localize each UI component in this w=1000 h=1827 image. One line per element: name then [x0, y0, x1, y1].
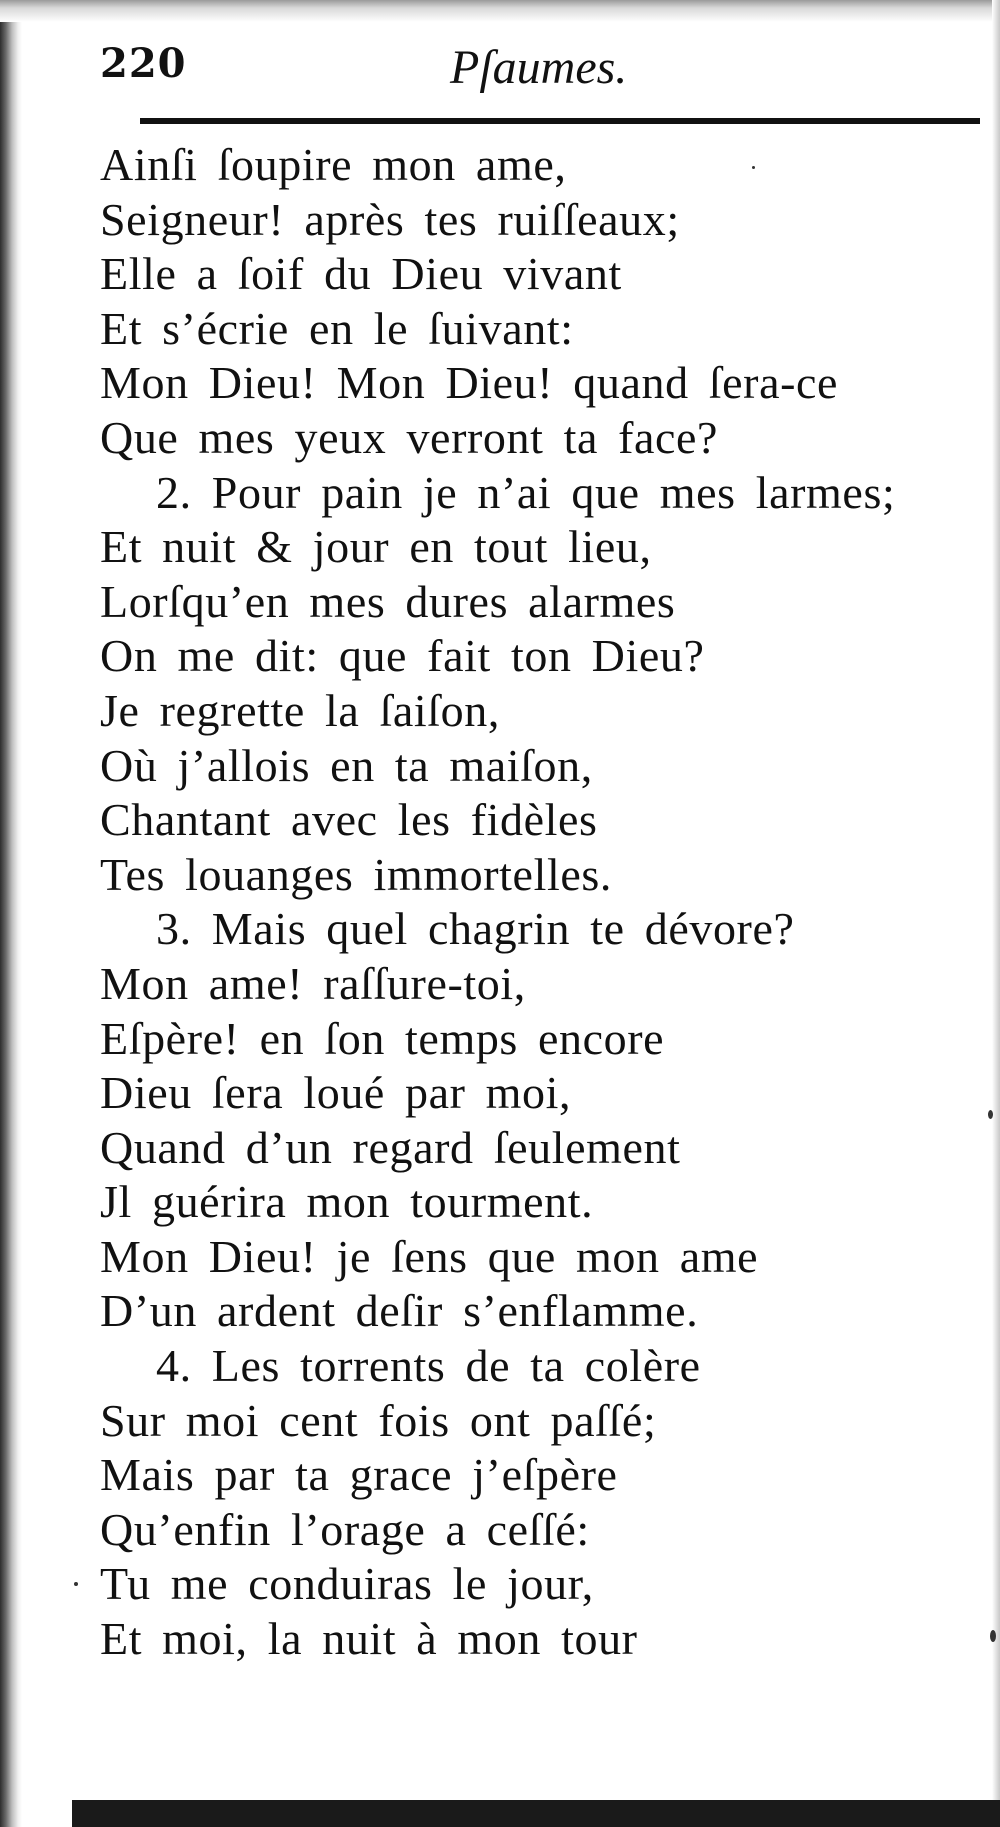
verse-line: Sur moi cent fois ont paſſé;	[100, 1394, 657, 1446]
verse-line: Seigneur! après tes ruiſſeaux;	[100, 193, 680, 245]
verse-line: Mon ame! raſſure-toi,	[100, 957, 526, 1009]
verse-line: 4. Les torrents de ta colère	[156, 1340, 701, 1392]
ink-speck	[988, 1110, 993, 1119]
verse-line: 2. Pour pain je n’ai que mes larmes;	[156, 466, 896, 518]
page-top-edge	[0, 0, 1000, 22]
verse-line: D’un ardent deſir s’enflamme.	[100, 1285, 699, 1337]
page-right-edge	[992, 0, 1000, 1827]
verse-line: Mon Dieu! je ſens que mon ame	[100, 1230, 759, 1282]
ink-speck	[990, 1630, 996, 1642]
verse-line: Mon Dieu! Mon Dieu! quand ſera-ce	[100, 357, 839, 409]
verse-line: Quand d’un regard ſeulement	[100, 1121, 681, 1173]
verse-line: Où j’allois en ta maiſon,	[100, 739, 593, 791]
verse-line: Et s’écrie en le ſuivant:	[100, 302, 574, 354]
verse-line: Lorſqu’en mes dures alarmes	[100, 575, 676, 627]
verse-line: 3. Mais quel chagrin te dévore?	[156, 903, 795, 955]
page-number: 220	[100, 40, 187, 87]
bottom-edge-bar	[72, 1800, 1000, 1827]
page-binding-edge	[0, 0, 22, 1827]
verse-line: Qu’enfin l’orage a ceſſé:	[100, 1503, 590, 1555]
verse-line: Que mes yeux verront ta face?	[100, 411, 719, 463]
psalm-text	[100, 138, 990, 1667]
verse-line: Tu me conduiras le jour,	[100, 1558, 594, 1610]
verse-line: On me dit: que fait ton Dieu?	[100, 630, 705, 682]
ink-speck	[74, 1582, 78, 1586]
verse-line: Chantant avec les fidèles	[100, 794, 598, 846]
verse-line: Dieu ſera loué par moi,	[100, 1067, 572, 1119]
running-title: Pſaumes.	[450, 41, 628, 94]
verse-line: Tes louanges immortelles.	[100, 848, 612, 900]
verse-line: Et moi, la nuit à mon tour	[100, 1613, 638, 1665]
header-rule	[140, 118, 980, 124]
verse-line: Et nuit & jour en tout lieu,	[100, 521, 652, 573]
verse-line: Jl guérira mon tourment.	[100, 1176, 594, 1228]
verse-line: Je regrette la ſaiſon,	[100, 684, 500, 736]
verse-line: Elle a ſoif du Dieu vivant	[100, 248, 622, 300]
ink-speck	[752, 166, 755, 169]
verse-line: Eſpère! en ſon temps encore	[100, 1012, 665, 1064]
verse-line: Mais par ta grace j’eſpère	[100, 1449, 618, 1501]
running-head	[100, 40, 960, 100]
verse-line: Ainſi ſoupire mon ame,	[100, 139, 567, 190]
